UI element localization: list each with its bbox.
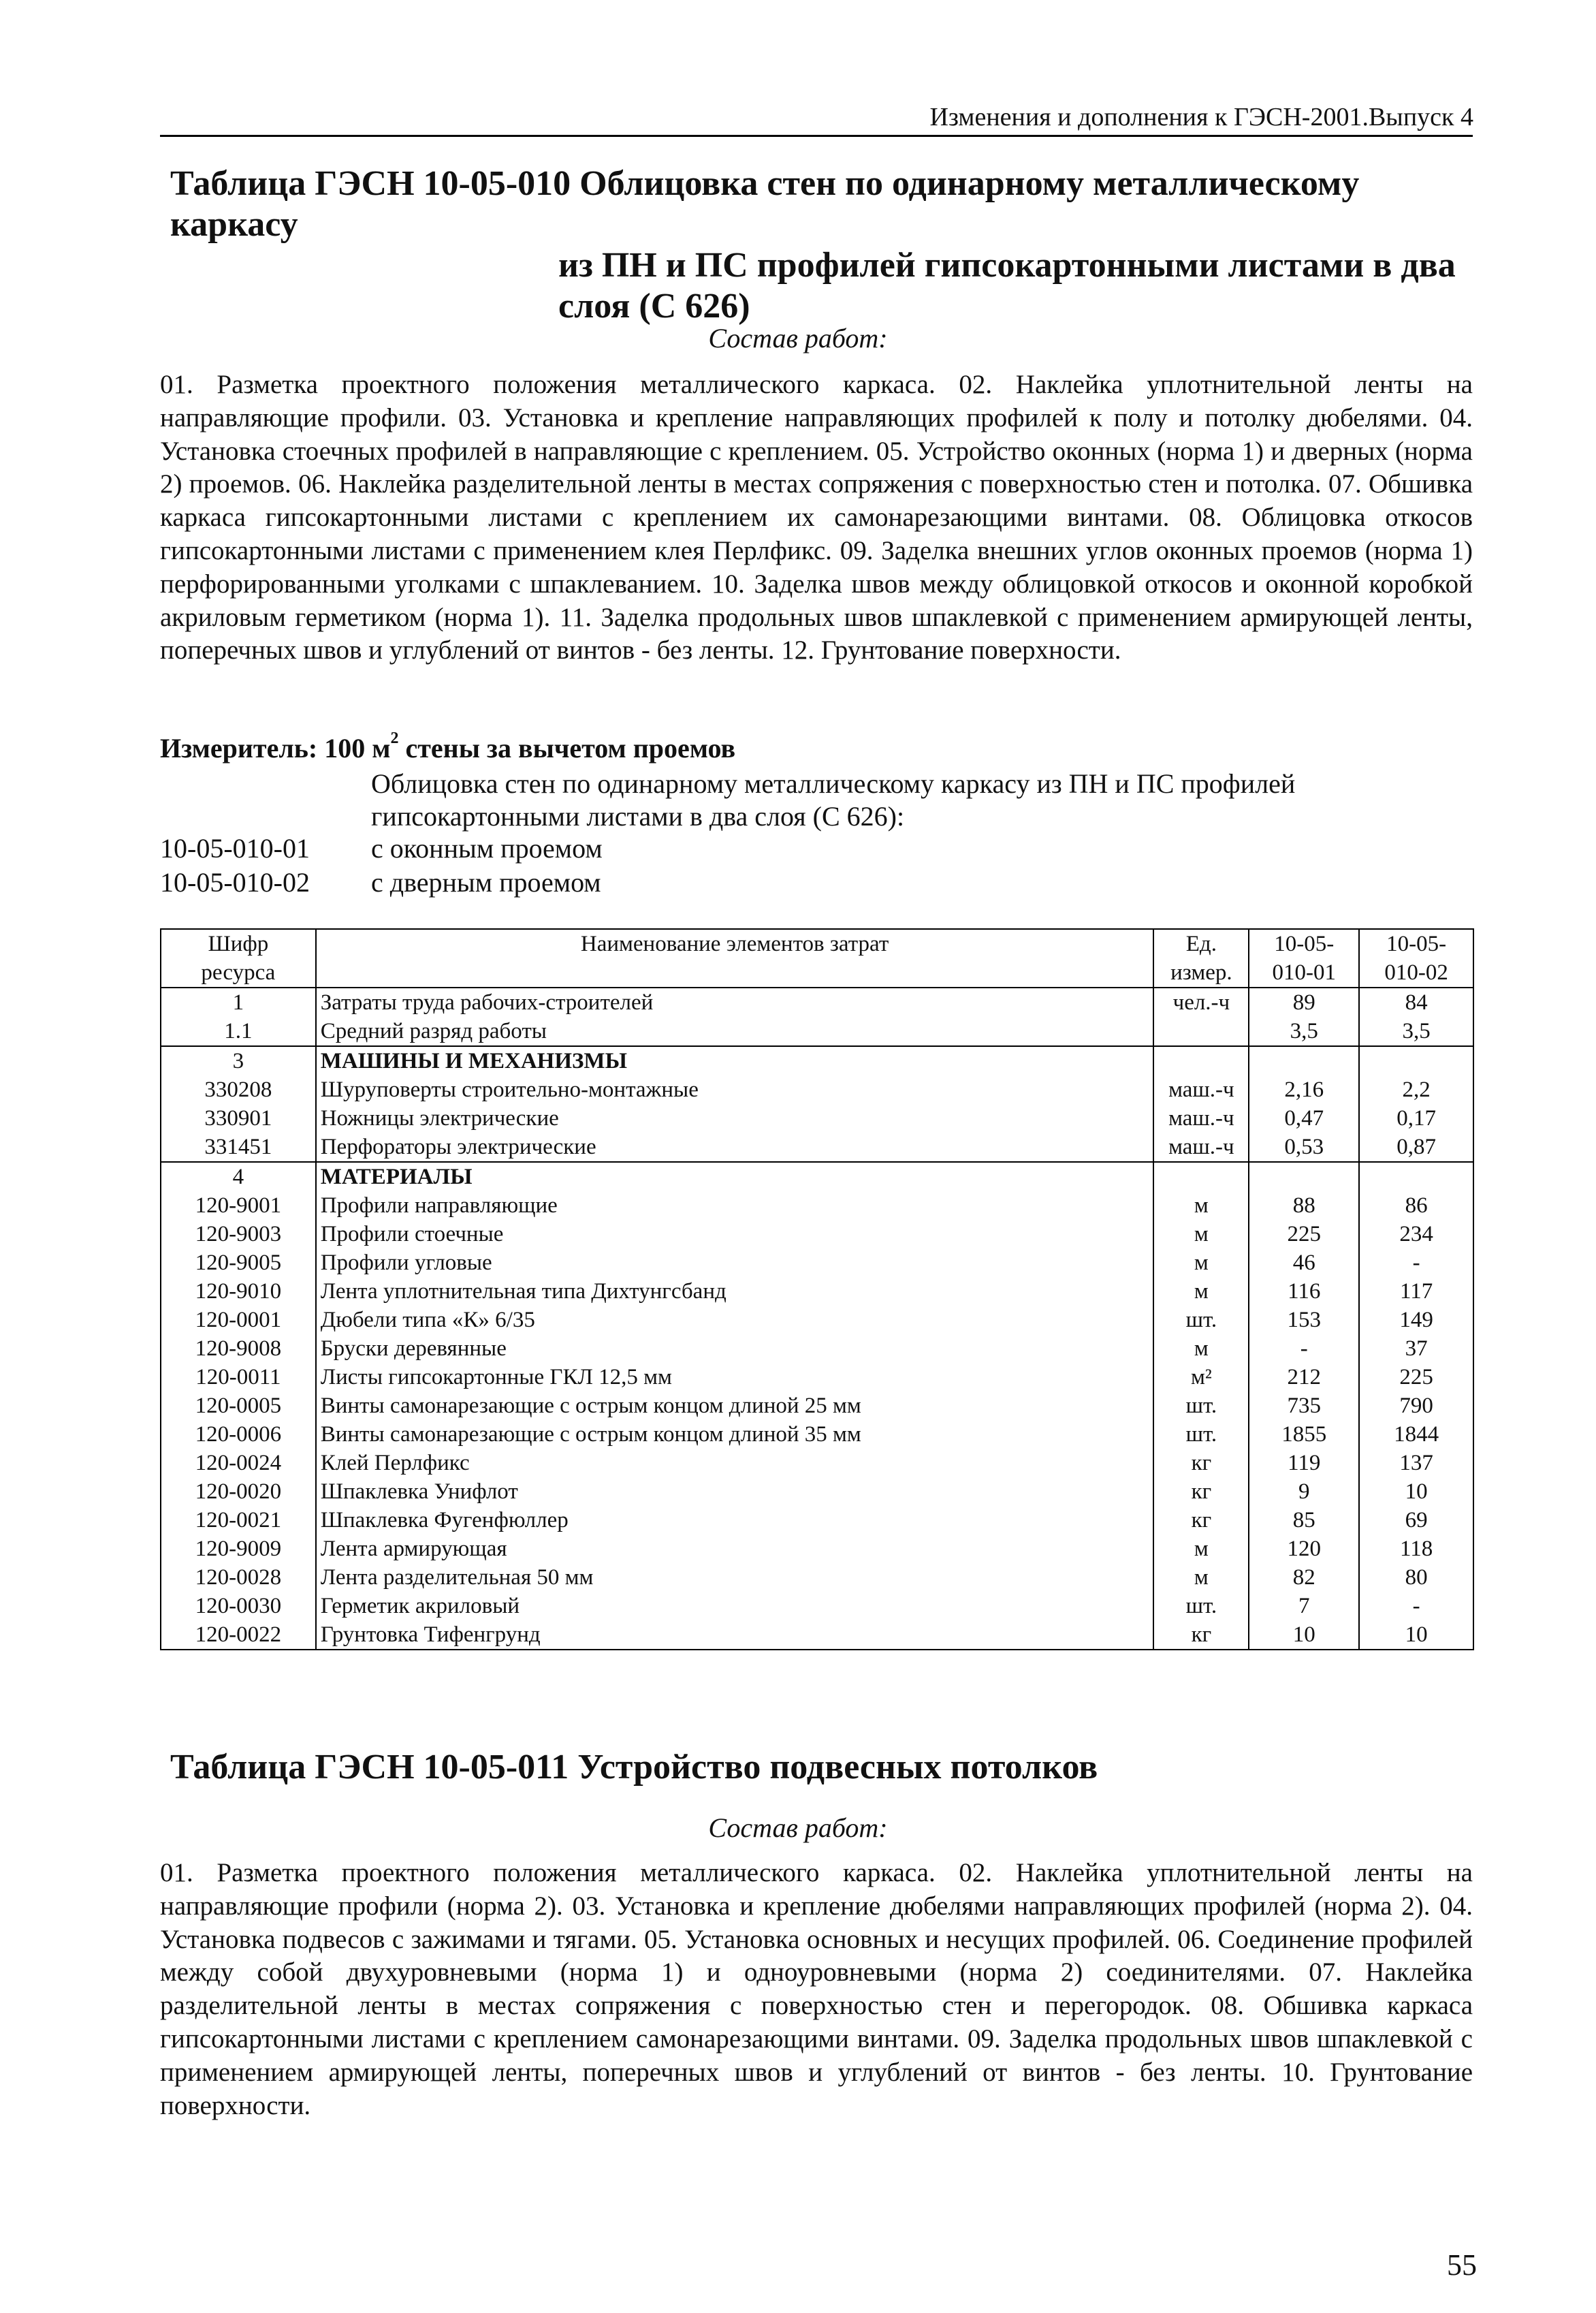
cell-norm1: 85 — [1249, 1506, 1359, 1535]
cell-norm2: 1844 — [1359, 1420, 1473, 1449]
cell-unit: шт. — [1153, 1420, 1249, 1449]
table-row — [161, 1075, 1473, 1104]
cell-name: Листы гипсокартонные ГКЛ 12,5 мм — [316, 1363, 1154, 1391]
table-header-row-1 — [161, 929, 1473, 958]
measure-suffix: стены за вычетом проемов — [398, 733, 736, 764]
cell-norm1: 153 — [1249, 1306, 1359, 1334]
cell-unit: шт. — [1153, 1306, 1249, 1334]
col-name-header: Наименование элементов затрат — [316, 929, 1154, 988]
col-norm1-header-1: 10-05- — [1249, 929, 1359, 958]
table-row — [161, 1563, 1473, 1592]
cell-norm2: 0,17 — [1359, 1104, 1473, 1133]
cell-unit: м — [1153, 1220, 1249, 1248]
norm-label-2: с дверным проемом — [371, 867, 601, 898]
cell-norm2: - — [1359, 1248, 1473, 1277]
table-row — [161, 1306, 1473, 1334]
cell-unit: м — [1153, 1334, 1249, 1363]
cell-name: Клей Перлфикс — [316, 1449, 1154, 1477]
table-row — [161, 1162, 1473, 1191]
table-row — [161, 1420, 1473, 1449]
cell-code: 120-9003 — [161, 1220, 316, 1248]
cell-name: Лента армирующая — [316, 1535, 1154, 1563]
cell-code: 331451 — [161, 1133, 316, 1162]
cell-norm2: 137 — [1359, 1449, 1473, 1477]
cell-norm2: - — [1359, 1592, 1473, 1620]
cell-unit: чел.-ч — [1153, 988, 1249, 1017]
cell-code: 120-9009 — [161, 1535, 316, 1563]
cell-norm2: 225 — [1359, 1363, 1473, 1391]
table-row — [161, 1477, 1473, 1506]
running-header: Изменения и дополнения к ГЭСН-2001.Выпуск 4 — [929, 103, 1473, 131]
cell-name: Перфораторы электрические — [316, 1133, 1154, 1162]
cell-norm2: 86 — [1359, 1191, 1473, 1220]
table1-title-line1: Таблица ГЭСН 10-05-010 Облицовка стен по одинарному металлическому каркасу — [170, 164, 1360, 244]
table1-work-caption: Состав работ: — [708, 323, 888, 353]
cell-unit: кг — [1153, 1620, 1249, 1650]
cell-norm1: 0,53 — [1249, 1133, 1359, 1162]
cell-code: 120-0022 — [161, 1620, 316, 1650]
cell-name: Профили направляющие — [316, 1191, 1154, 1220]
norm-code-1: 10-05-010-01 — [160, 833, 310, 864]
table-row — [161, 1592, 1473, 1620]
cell-norm1: 1855 — [1249, 1420, 1359, 1449]
cell-unit: маш.-ч — [1153, 1075, 1249, 1104]
cell-unit — [1153, 1162, 1249, 1191]
cell-name: Винты самонарезающие с острым концом длиной 35 мм — [316, 1420, 1154, 1449]
table-row — [161, 1363, 1473, 1391]
cell-norm2: 2,2 — [1359, 1075, 1473, 1104]
cell-code: 120-0024 — [161, 1449, 316, 1477]
norm-description — [371, 768, 1392, 833]
table-row — [161, 1191, 1473, 1220]
cell-norm2: 10 — [1359, 1620, 1473, 1650]
cell-norm1: 120 — [1249, 1535, 1359, 1563]
cell-norm2: 117 — [1359, 1277, 1473, 1306]
cell-norm1: 82 — [1249, 1563, 1359, 1592]
measure-line — [160, 729, 736, 764]
cell-name: Шуруповерты строительно-монтажные — [316, 1075, 1154, 1104]
table-row — [161, 1620, 1473, 1650]
cell-norm1: 9 — [1249, 1477, 1359, 1506]
col-unit-header-2: измер. — [1153, 958, 1249, 988]
table-row — [161, 1133, 1473, 1162]
page-number: 55 — [1447, 2248, 1477, 2282]
cell-unit: м² — [1153, 1363, 1249, 1391]
table-row — [161, 1449, 1473, 1477]
cell-name: Профили стоечные — [316, 1220, 1154, 1248]
col-code-header-2: ресурса — [161, 958, 316, 988]
table-row — [161, 1220, 1473, 1248]
cell-unit: м — [1153, 1277, 1249, 1306]
cell-unit: кг — [1153, 1477, 1249, 1506]
cell-code: 3 — [161, 1046, 316, 1075]
cell-code: 120-9008 — [161, 1334, 316, 1363]
cell-unit — [1153, 1017, 1249, 1046]
table1-title-line3: слоя (С 626) — [558, 287, 750, 326]
table-row — [161, 1277, 1473, 1306]
cell-code: 1 — [161, 988, 316, 1017]
norm-description-line1: Облицовка стен по одинарному металлическому каркасу из ПН и ПС профилей — [371, 768, 1296, 799]
cell-code: 120-0005 — [161, 1391, 316, 1420]
cell-norm1: 0,47 — [1249, 1104, 1359, 1133]
table-row — [161, 1017, 1473, 1046]
table1-work-text: 01. Разметка проектного положения металлического каркаса. 02. Наклейка уплотнительной ленты на направляющие профили. 03. Установка и крепление направляющих профилей к полу и потолку дюбелями. 04. Установка стоечных профилей в направляющие с креплением. 05. Устройство оконных (норма 1) и дверных (норма 2) проемов. 06. Наклейка разделительной ленты в местах сопряжения с поверхностью стен и потолка. 07. Обшивка каркаса гипсокартонными листами с креплением их самонарезающими винтами. 08. Облицовка откосов гипсокартонными листами с применением клея Перлфикс. 09. Заделка внешних углов оконных проемов (норма 1) перфорированными уголками с шпаклеванием. 10. Заделка швов между облицовкой откосов и оконной коробкой акриловым герметиком (норма 1). 11. Заделка продольных швов шпаклевкой с применением армирующей ленты, поперечных швов и углублений от винтов - без ленты. 12. Грунтование поверхности. — [160, 370, 1473, 665]
cell-name: Грунтовка Тифенгрунд — [316, 1620, 1154, 1650]
cell-code: 330901 — [161, 1104, 316, 1133]
cell-norm1 — [1249, 1162, 1359, 1191]
cell-norm1: 46 — [1249, 1248, 1359, 1277]
table-row — [161, 1535, 1473, 1563]
cell-name: Лента уплотнительная типа Дихтунгсбанд — [316, 1277, 1154, 1306]
col-unit-header-1: Ед. — [1153, 929, 1249, 958]
cell-unit: м — [1153, 1535, 1249, 1563]
cell-norm2: 84 — [1359, 988, 1473, 1017]
resource-table — [160, 928, 1474, 1650]
cell-norm2: 234 — [1359, 1220, 1473, 1248]
cell-name: Герметик акриловый — [316, 1592, 1154, 1620]
cell-norm2: 69 — [1359, 1506, 1473, 1535]
cell-name: Шпаклевка Унифлот — [316, 1477, 1154, 1506]
cell-norm1: 2,16 — [1249, 1075, 1359, 1104]
table1-title-line2: из ПН и ПС профилей гипсокартонными листами в два — [558, 246, 1456, 285]
col-norm2-header-2: 010-02 — [1359, 958, 1473, 988]
cell-norm1: 212 — [1249, 1363, 1359, 1391]
measure-sup: 2 — [390, 729, 399, 747]
cell-norm1: 735 — [1249, 1391, 1359, 1420]
cell-unit — [1153, 1046, 1249, 1075]
cell-name: МАТЕРИАЛЫ — [316, 1162, 1154, 1191]
cell-norm2 — [1359, 1162, 1473, 1191]
cell-name: МАШИНЫ И МЕХАНИЗМЫ — [316, 1046, 1154, 1075]
table-row — [161, 1391, 1473, 1420]
cell-unit: маш.-ч — [1153, 1133, 1249, 1162]
cell-name: Ножницы электрические — [316, 1104, 1154, 1133]
table2-title: Таблица ГЭСН 10-05-011 Устройство подвесных потолков — [170, 1748, 1098, 1787]
cell-code: 120-0020 — [161, 1477, 316, 1506]
cell-code: 330208 — [161, 1075, 316, 1104]
cell-norm2 — [1359, 1046, 1473, 1075]
cell-norm1: - — [1249, 1334, 1359, 1363]
cell-unit: кг — [1153, 1506, 1249, 1535]
cell-norm1: 88 — [1249, 1191, 1359, 1220]
cell-unit: шт. — [1153, 1592, 1249, 1620]
cell-name: Средний разряд работы — [316, 1017, 1154, 1046]
cell-norm2: 0,87 — [1359, 1133, 1473, 1162]
table-row — [161, 1248, 1473, 1277]
cell-norm1: 10 — [1249, 1620, 1359, 1650]
cell-code: 120-0028 — [161, 1563, 316, 1592]
cell-norm2: 80 — [1359, 1563, 1473, 1592]
cell-norm2: 790 — [1359, 1391, 1473, 1420]
cell-name: Дюбели типа «К» 6/35 — [316, 1306, 1154, 1334]
cell-norm2: 10 — [1359, 1477, 1473, 1506]
col-norm1-header-2: 010-01 — [1249, 958, 1359, 988]
cell-norm1: 225 — [1249, 1220, 1359, 1248]
table-row — [161, 1046, 1473, 1075]
cell-name: Винты самонарезающие с острым концом длиной 25 мм — [316, 1391, 1154, 1420]
table-row — [161, 1104, 1473, 1133]
cell-code: 120-9001 — [161, 1191, 316, 1220]
table1-title — [170, 163, 1464, 327]
cell-unit: м — [1153, 1563, 1249, 1592]
table-row — [161, 1506, 1473, 1535]
cell-name: Шпаклевка Фугенфюллер — [316, 1506, 1154, 1535]
cell-norm2: 37 — [1359, 1334, 1473, 1363]
cell-norm1: 3,5 — [1249, 1017, 1359, 1046]
cell-norm1: 119 — [1249, 1449, 1359, 1477]
table2-work-text: 01. Разметка проектного положения металлического каркаса. 02. Наклейка уплотнительной ленты на направляющие профили (норма 2). 03. Установка и крепление дюбелями направляющих профилей (норма 2). 04. Установка подвесов с зажимами и тягами. 05. Установка основных и несущих профилей. 06. Соединение профилей между собой двухуровневыми (норма 1) и одноуровневыми (норма 2) соединителями. 07. Наклейка разделительной ленты в местах сопряжения с поверхностью стен и перегородок. 08. Обшивка каркаса гипсокартонными листами с креплением самонарезающими винтами. 09. Заделка продольных швов шпаклевкой с применением армирующей ленты, поперечных швов и углублений от винтов - без ленты. 10. Грунтование поверхности. — [160, 1858, 1473, 2120]
cell-code: 120-9010 — [161, 1277, 316, 1306]
table2-work-caption: Состав работ: — [708, 1812, 888, 1843]
cell-unit: шт. — [1153, 1391, 1249, 1420]
cell-code: 1.1 — [161, 1017, 316, 1046]
cell-unit: м — [1153, 1248, 1249, 1277]
cell-norm2: 118 — [1359, 1535, 1473, 1563]
cell-code: 120-0030 — [161, 1592, 316, 1620]
cell-norm1: 89 — [1249, 988, 1359, 1017]
measure-prefix: Измеритель: 100 м — [160, 733, 391, 764]
norm-description-line2: гипсокартонными листами в два слоя (С 626): — [371, 801, 905, 832]
cell-name: Бруски деревянные — [316, 1334, 1154, 1363]
cell-name: Затраты труда рабочих-строителей — [316, 988, 1154, 1017]
cell-norm1: 116 — [1249, 1277, 1359, 1306]
cell-norm1 — [1249, 1046, 1359, 1075]
cell-unit: маш.-ч — [1153, 1104, 1249, 1133]
norm-label-1: с оконным проемом — [371, 833, 603, 864]
cell-name: Лента разделительная 50 мм — [316, 1563, 1154, 1592]
cell-norm1: 7 — [1249, 1592, 1359, 1620]
cell-code: 120-0001 — [161, 1306, 316, 1334]
col-code-header-1: Шифр — [161, 929, 316, 958]
header-rule — [160, 135, 1473, 137]
cell-unit: кг — [1153, 1449, 1249, 1477]
cell-code: 120-9005 — [161, 1248, 316, 1277]
cell-unit: м — [1153, 1191, 1249, 1220]
cell-norm2: 149 — [1359, 1306, 1473, 1334]
cell-code: 4 — [161, 1162, 316, 1191]
cell-code: 120-0006 — [161, 1420, 316, 1449]
table-row — [161, 1334, 1473, 1363]
cell-code: 120-0021 — [161, 1506, 316, 1535]
col-norm2-header-1: 10-05- — [1359, 929, 1473, 958]
cell-name: Профили угловые — [316, 1248, 1154, 1277]
cell-norm2: 3,5 — [1359, 1017, 1473, 1046]
table-row — [161, 988, 1473, 1017]
cell-code: 120-0011 — [161, 1363, 316, 1391]
norm-code-2: 10-05-010-02 — [160, 867, 310, 898]
